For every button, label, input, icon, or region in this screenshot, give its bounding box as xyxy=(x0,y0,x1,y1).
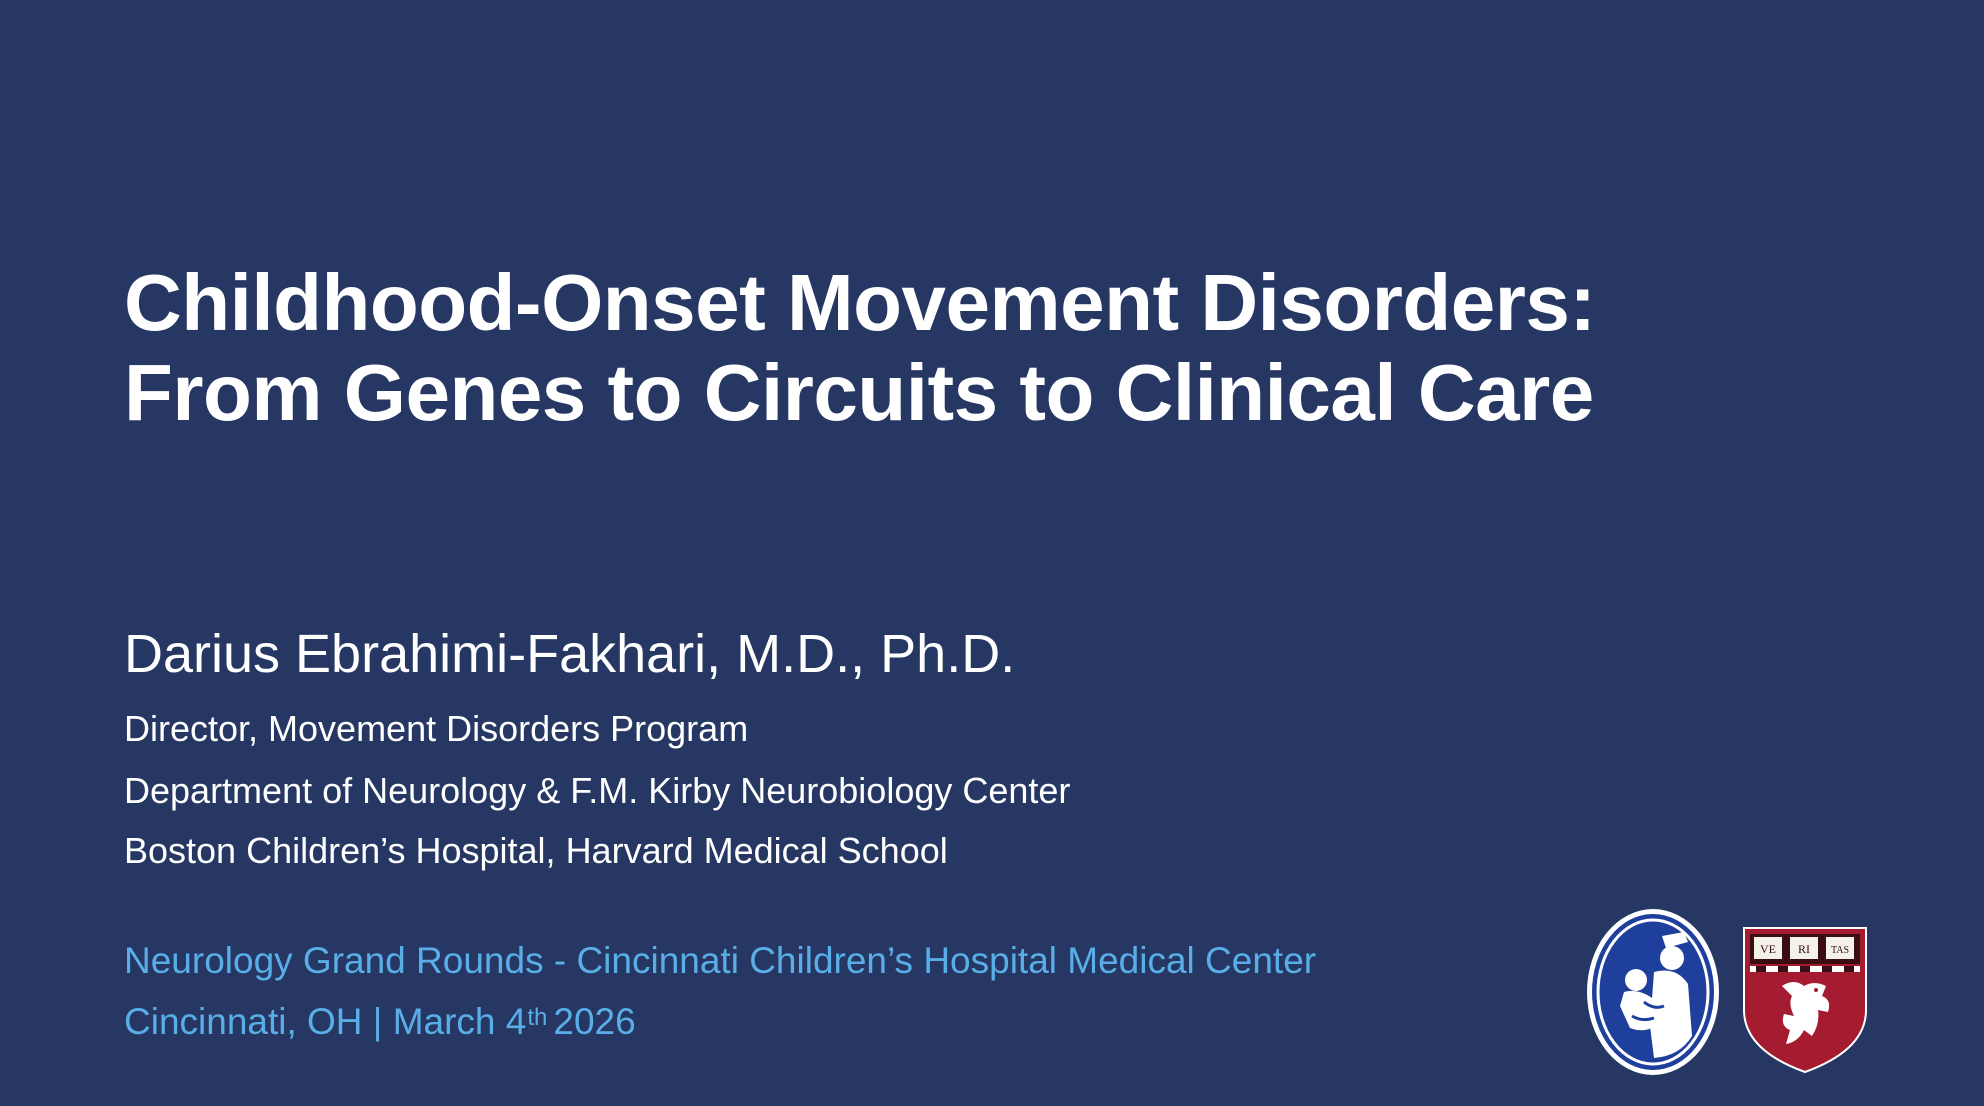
location-date-prefix: Cincinnati, OH | March 4 xyxy=(124,1001,527,1042)
title-line-1: Childhood-Onset Movement Disorders: xyxy=(124,258,1596,347)
shield-text-ri: RI xyxy=(1798,942,1810,956)
harvard-medical-school-shield xyxy=(1742,926,1868,1074)
shield-text-ve: VE xyxy=(1760,942,1776,956)
location-date-year: 2026 xyxy=(553,1001,636,1042)
title-line-2: From Genes to Circuits to Clinical Care xyxy=(124,348,1594,437)
affiliation-title: Director, Movement Disorders Program xyxy=(124,708,749,749)
event-location-date xyxy=(124,1000,636,1044)
boston-childrens-hospital-logo xyxy=(1584,906,1722,1078)
shield-text-tas: TAS xyxy=(1830,945,1850,956)
event-name: Neurology Grand Rounds - Cincinnati Children’s Hospital Medical Center xyxy=(124,940,1317,981)
presenter-name: Darius Ebrahimi-Fakhari, M.D., Ph.D. xyxy=(124,624,1016,684)
date-ordinal-suffix: th xyxy=(527,1004,548,1031)
affiliation-department: Department of Neurology & F.M. Kirby Neurobiology Center xyxy=(124,770,1071,811)
slide-title xyxy=(124,258,1824,438)
affiliation-institution: Boston Children’s Hospital, Harvard Medical School xyxy=(124,830,948,871)
